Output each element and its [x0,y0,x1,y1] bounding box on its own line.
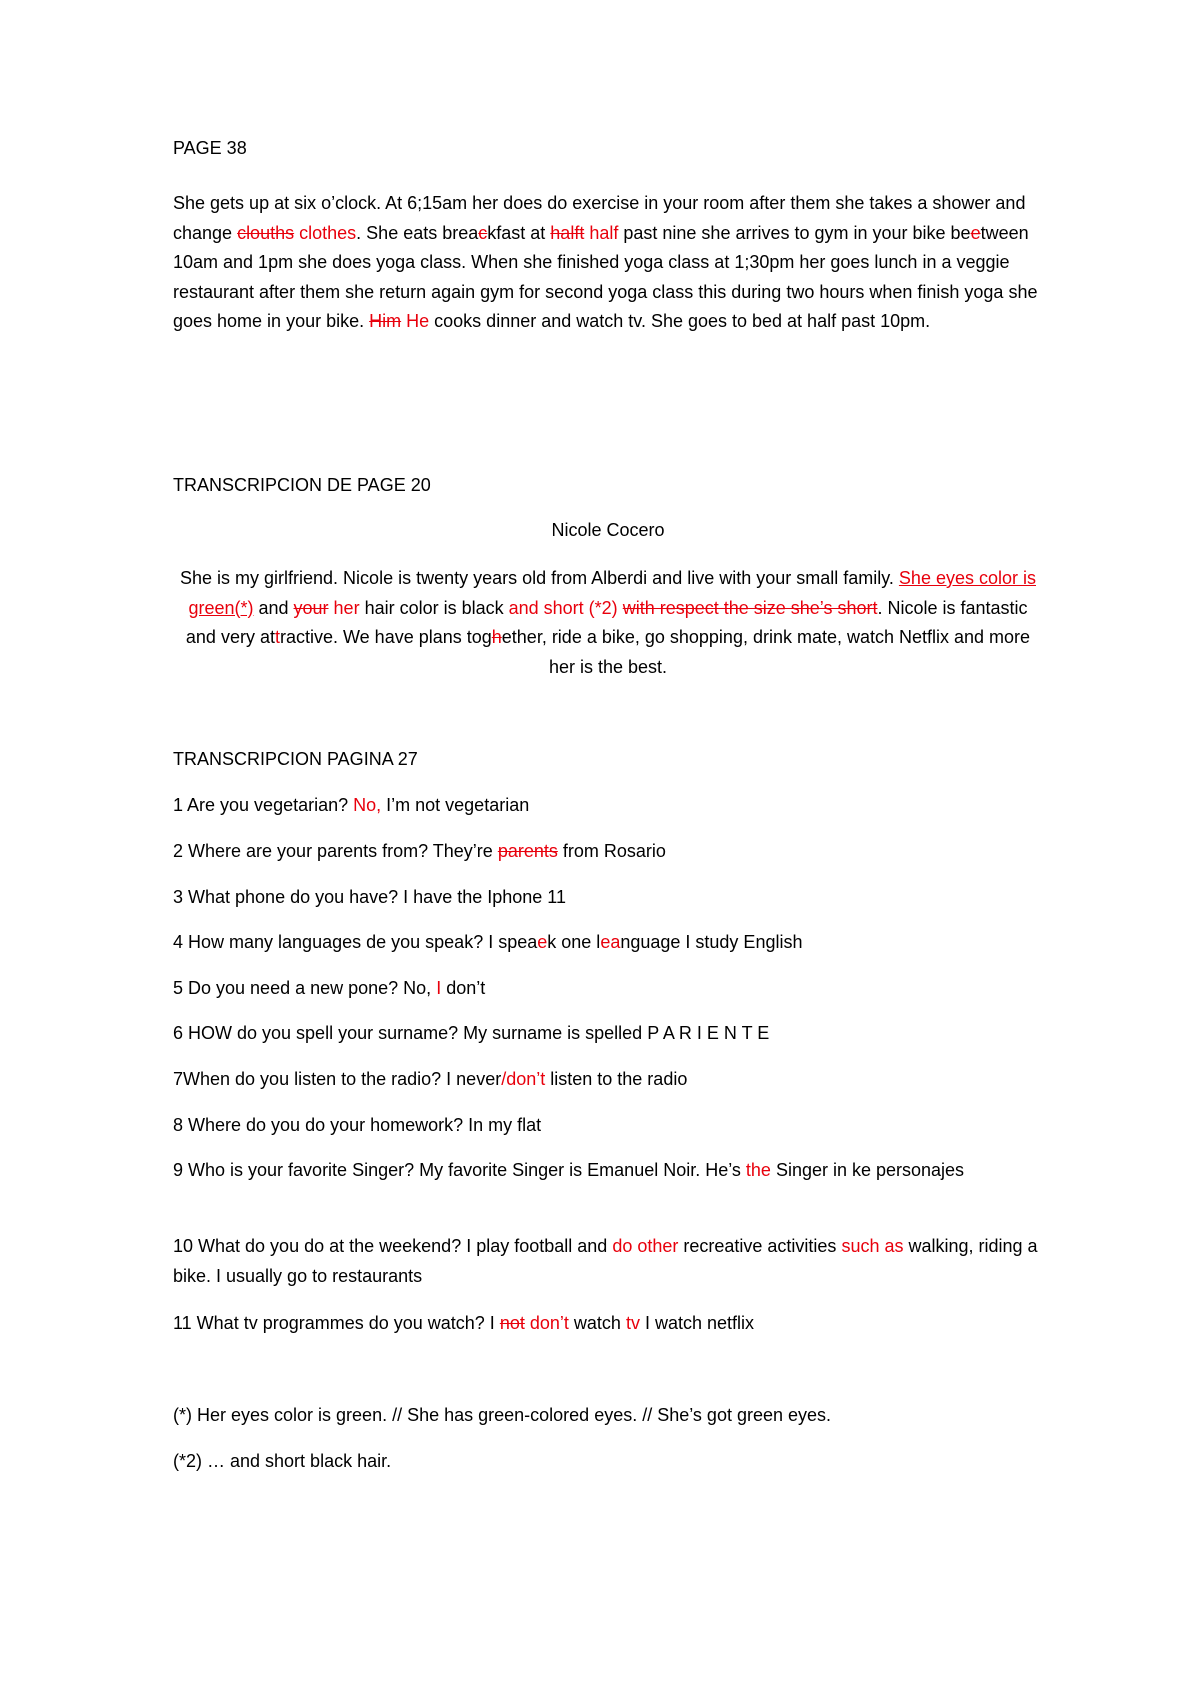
red-correction: half [589,222,619,243]
red-correction: He [406,311,430,331]
text-run: nguage I study English [620,932,803,952]
text-run: tween 10am and 1pm she does yoga class. When she finished yoga class at 1;30pm her goes lunch in a veggie restaurant after them she return again gym for second yoga class this during two hours when finish yoga she goes home in your bike. [173,222,1038,331]
text-run: She is my girlfriend. Nicole is twenty years old from Alberdi and live with your small family. [180,568,899,588]
text-run: 6 HOW do you spell your surname? My surname is spelled P A R I E N T E [173,1023,770,1043]
text-run: ractive. We have plans tog [279,627,492,647]
text-run: cooks dinner and watch tv. She goes to bed at half past 10pm. [429,311,931,331]
section-subtitle: Nicole Cocero [551,520,665,540]
red-correction: and short (*2) [508,597,618,618]
strikethrough-correction: clouths [237,222,295,243]
answer-line-6 [173,1021,1043,1045]
strikethrough-correction: parents [497,841,558,861]
footnote-1: (*) Her eyes color is green. // She has green-colored eyes. // She’s got green eyes. [173,1405,832,1425]
red-correction: do other [612,1236,679,1256]
text-run: 2 Where are your parents from? They’re [173,841,498,861]
text-run: kfast at [487,222,551,243]
text-run: walking, riding a bike. I usually go to restaurants [173,1236,1038,1286]
strikethrough-correction: h [491,627,502,647]
red-correction: I [436,978,442,998]
strikethrough-correction: not [499,1313,525,1333]
red-correction: don’t [529,1313,569,1333]
answer-line-4 [173,930,1043,954]
strikethrough-correction: with respect the size she’s short [622,597,878,618]
strikethrough-correction: Him [369,311,402,331]
answer-line-10 [173,1232,1043,1291]
red-correction: ea [600,932,621,952]
answer-line-2 [173,839,1043,863]
red-correction: clothes [299,222,357,243]
text-run: . She eats brea [356,222,479,243]
red-correction: such as [841,1236,904,1256]
text-run: 9 Who is your favorite Singer? My favorite Singer is Emanuel Noir. He’s [173,1160,746,1180]
paragraph-page-20 [173,564,1043,682]
answer-line-9 [173,1156,1043,1186]
answer-line-11 [173,1311,1043,1335]
text-run: recreative activities [678,1236,842,1256]
text-run: watch [568,1313,626,1333]
text-run: She gets up at six o’clock. At 6;15am her does do exercise in your room after them she takes a shower and change [173,193,1026,243]
section-heading-page-20: TRANSCRIPCION DE PAGE 20 [173,475,431,495]
text-run: hair color is black [359,597,509,618]
section-heading-page-38: PAGE 38 [173,138,247,158]
red-correction: No, [353,795,382,815]
text-run: Singer in ke personajes [770,1160,965,1180]
strikethrough-correction: c [478,222,488,243]
red-correction: t [274,627,280,647]
text-run: 10 What do you do at the weekend? I play football and [173,1236,613,1256]
text-run: 11 What tv programmes do you watch? I [173,1313,500,1333]
red-correction: the [745,1160,771,1180]
text-run: 4 How many languages de you speak? I spea [173,932,538,952]
text-run: 7When do you listen to the radio? I never [173,1069,502,1089]
answer-line-1 [173,793,1043,817]
strikethrough-correction: e [970,222,981,243]
text-run: 3 What phone do you have? I have the Iphone 11 [173,887,566,907]
text-run: I watch netflix [639,1313,754,1333]
red-correction: /don’t [501,1069,546,1089]
text-run: I’m not vegetarian [381,795,530,815]
section-heading-page-27: TRANSCRIPCION PAGINA 27 [173,749,418,769]
strikethrough-correction: your [293,597,329,618]
red-correction: tv [625,1313,640,1333]
text-run: 8 Where do you do your homework? In my flat [173,1115,542,1135]
footnote-2: (*2) … and short black hair. [173,1451,392,1471]
text-run: 5 Do you need a new pone? No, [173,978,437,998]
answer-line-5 [173,976,1043,1000]
text-run: k one l [547,932,601,952]
answer-line-8 [173,1113,1043,1137]
text-run: don’t [441,978,486,998]
red-correction: e [537,932,548,952]
text-run: 1 Are you vegetarian? [173,795,354,815]
strikethrough-correction: halft [550,222,585,243]
underlined-correction: She eyes color is green(*) [188,568,1036,618]
red-correction: her [333,597,360,618]
answer-line-7 [173,1067,1043,1091]
paragraph-page-38 [173,189,1043,337]
text-run: listen to the radio [545,1069,688,1089]
text-run: . Nicole is fantastic and very at [185,597,1028,647]
text-run: past nine she arrives to gym in your bike be [618,222,971,243]
text-run: ether, ride a bike, go shopping, drink mate, watch Netflix and more her is the best. [501,627,1031,677]
text-run: and [253,597,294,618]
text-run: from Rosario [557,841,666,861]
answer-line-3 [173,885,1043,909]
